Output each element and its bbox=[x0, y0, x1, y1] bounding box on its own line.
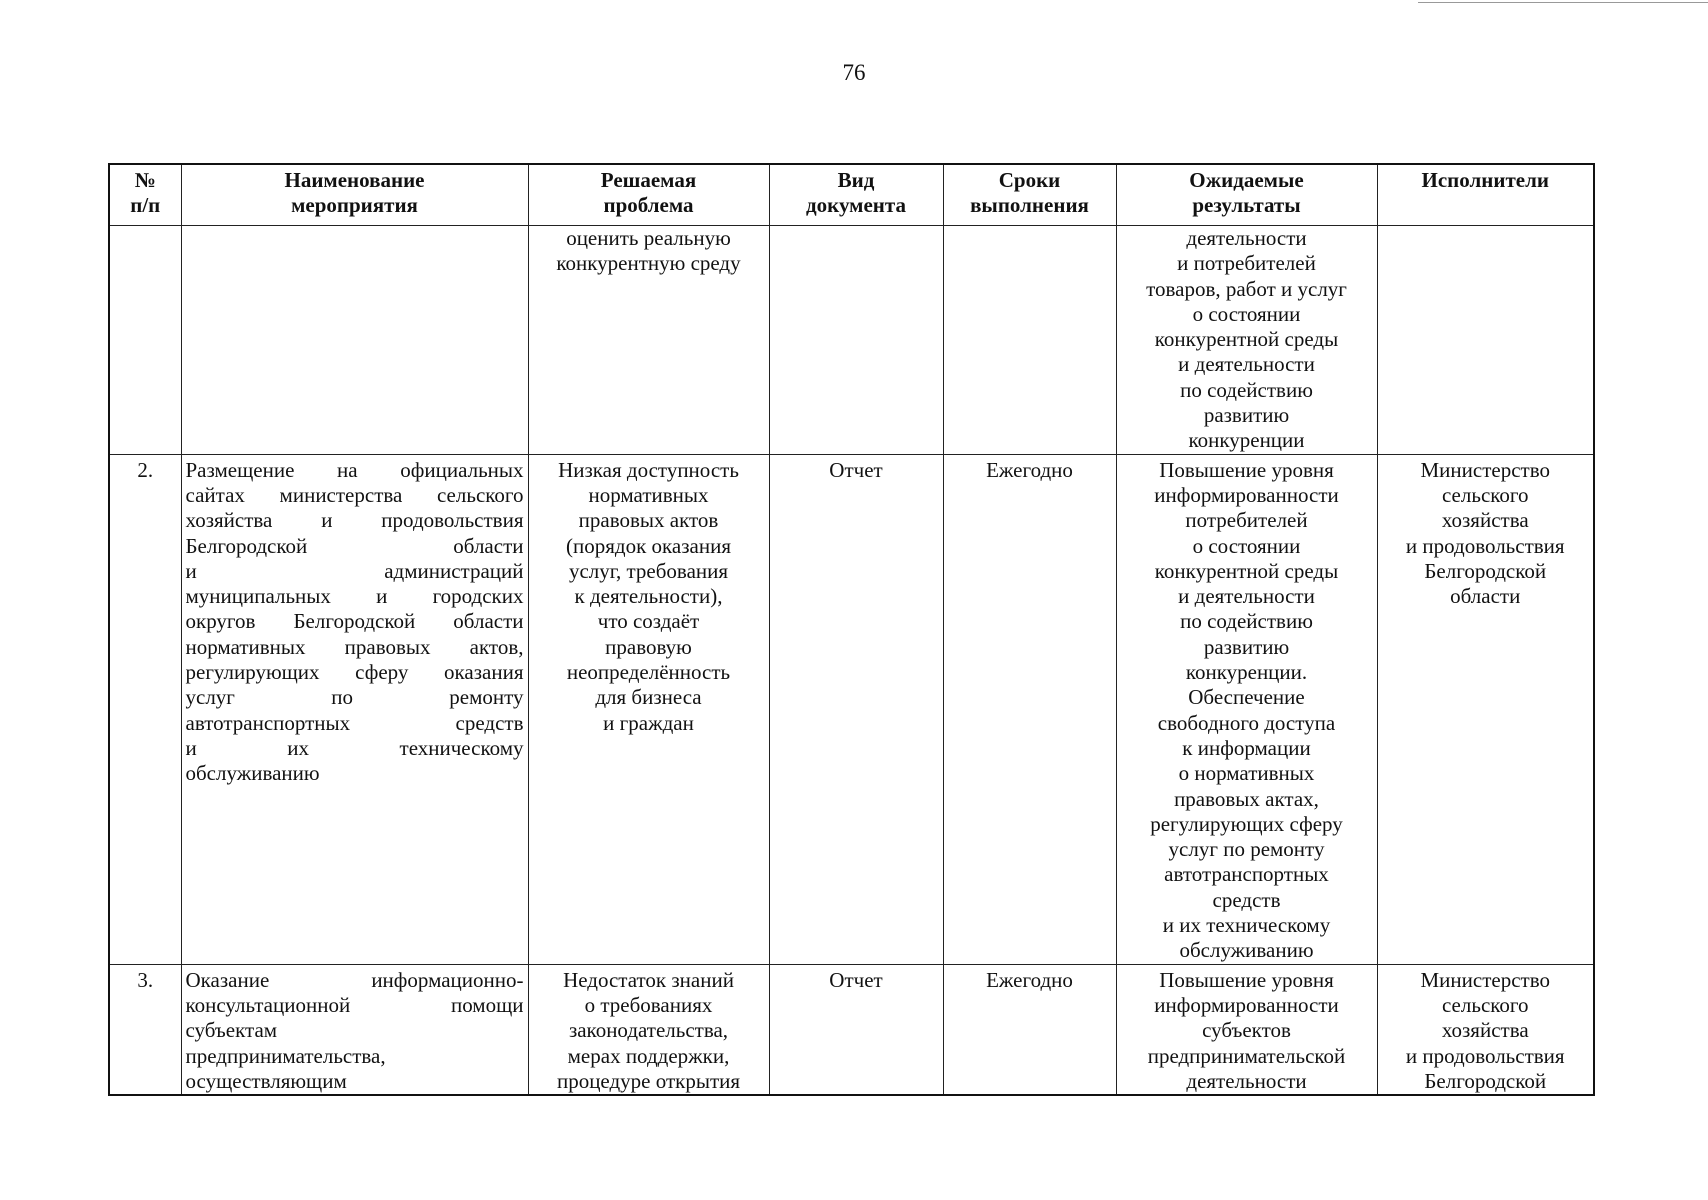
row-executors: Министерство сельского хозяйства и продовольствия Белгородской bbox=[1377, 964, 1594, 1095]
table-row bbox=[109, 226, 1594, 455]
row-document-type bbox=[769, 226, 943, 455]
row-measure-name: Размещение на официальных сайтах министерства сельского хозяйства и продовольствия Белгородской области и администраций муниципальных и городских округов Белгородской области нормативных правовых актов, регулирующих сферу оказания услуг по ремонту автотранспортных средств и их техническому обслуживанию bbox=[181, 454, 528, 964]
row-executors bbox=[1377, 226, 1594, 455]
header-problem: Решаемая проблема bbox=[528, 164, 769, 226]
row-results: Повышение уровня информированности субъектов предпринимательской деятельности bbox=[1116, 964, 1377, 1095]
measures-table bbox=[108, 163, 1595, 1096]
row-measure-name: Оказание информационно- консультационной помощи субъектам предпринимательства, осуществляющим bbox=[181, 964, 528, 1095]
row-document-type: Отчет bbox=[769, 454, 943, 964]
header-measure-name: Наименование мероприятия bbox=[181, 164, 528, 226]
row-term: Ежегодно bbox=[943, 454, 1116, 964]
row-term: Ежегодно bbox=[943, 964, 1116, 1095]
table-row bbox=[109, 964, 1594, 1095]
header-executors: Исполнители bbox=[1377, 164, 1594, 226]
header-term: Сроки выполнения bbox=[943, 164, 1116, 226]
row-number: 2. bbox=[109, 454, 181, 964]
table-row bbox=[109, 454, 1594, 964]
row-executors: Министерство сельского хозяйства и продовольствия Белгородской области bbox=[1377, 454, 1594, 964]
row-problem: Низкая доступность нормативных правовых актов (порядок оказания услуг, требования к деятельности), что создаёт правовую неопределённость для бизнеса и граждан bbox=[528, 454, 769, 964]
page-number: 76 bbox=[842, 60, 866, 85]
header-results: Ожидаемые результаты bbox=[1116, 164, 1377, 226]
row-problem: оценить реальную конкурентную среду bbox=[528, 226, 769, 455]
row-measure-name bbox=[181, 226, 528, 455]
header-number: № п/п bbox=[109, 164, 181, 226]
table-header-row bbox=[109, 164, 1594, 226]
row-results: деятельности и потребителей товаров, работ и услуг о состоянии конкурентной среды и деятельности по содействию развитию конкуренции bbox=[1116, 226, 1377, 455]
row-term bbox=[943, 226, 1116, 455]
row-document-type: Отчет bbox=[769, 964, 943, 1095]
row-number bbox=[109, 226, 181, 455]
row-number: 3. bbox=[109, 964, 181, 1095]
row-problem: Недостаток знаний о требованиях законодательства, мерах поддержки, процедуре открытия bbox=[528, 964, 769, 1095]
scan-edge-line bbox=[1418, 2, 1708, 3]
header-document-type: Вид документа bbox=[769, 164, 943, 226]
row-results: Повышение уровня информированности потребителей о состоянии конкурентной среды и деятельности по содействию развитию конкуренции. Обеспечение свободного доступа к информации о нормативных правовых актах, регулирующих сферу услуг по ремонту автотранспортных средств и их техническому обслуживанию bbox=[1116, 454, 1377, 964]
